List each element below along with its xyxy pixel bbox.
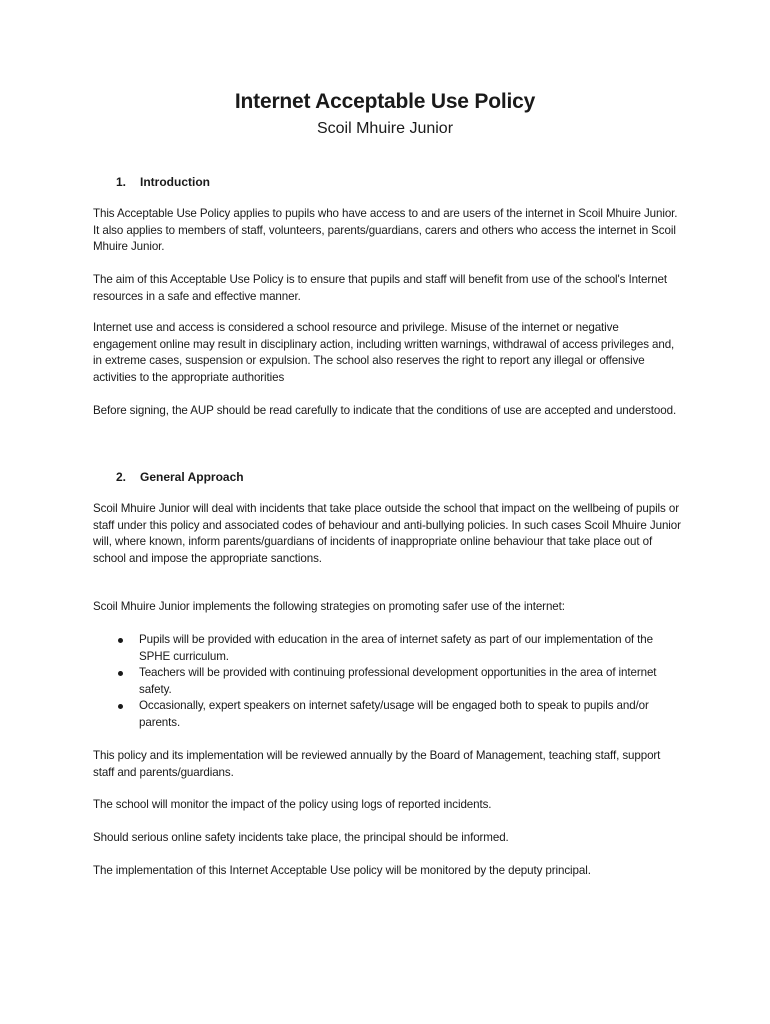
list-item [93, 698, 683, 731]
list-item [93, 632, 683, 665]
paragraph: Scoil Mhuire Junior will deal with incidents that take place outside the school that impact on the wellbeing of pupils or staff under this policy and associated codes of behaviour and anti-bullying policies. In such cases Scoil Mhuire Junior will, where known, inform parents/guardians of incidents of inappropriate online behaviour that take place out of school and impose the appropriate sanctions. [93, 502, 681, 565]
section-number: 1. [116, 175, 127, 189]
section-title: Introduction [140, 175, 210, 189]
section-heading-introduction [116, 175, 210, 189]
paragraph: Should serious online safety incidents take place, the principal should be informed. [93, 831, 509, 844]
paragraph: The aim of this Acceptable Use Policy is to ensure that pupils and staff will benefit from use of the school's Internet resources in a safe and effective manner. [93, 273, 667, 303]
bullet-icon [118, 704, 123, 709]
document-title: Internet Acceptable Use Policy [234, 90, 536, 113]
paragraph: Before signing, the AUP should be read carefully to indicate that the conditions of use are accepted and understood. [93, 404, 677, 417]
list-item-text: Teachers will be provided with continuing professional development opportunities in the area of internet safety. [139, 666, 657, 696]
paragraph: The school will monitor the impact of the policy using logs of reported incidents. [93, 798, 492, 811]
bullet-icon [118, 671, 123, 676]
paragraph: The implementation of this Internet Acceptable Use policy will be monitored by the deputy principal. [93, 864, 591, 877]
bullet-icon [118, 638, 123, 643]
paragraph: Internet use and access is considered a school resource and privilege. Misuse of the internet or negative engagement online may result in disciplinary action, including written warnings, withdrawal of access privileges and, in extreme cases, suspension or expulsion. The school also reserves the right to report any illegal or offensive activities to the appropriate authorities [93, 321, 675, 384]
list-item [93, 665, 683, 698]
paragraph: This Acceptable Use Policy applies to pupils who have access to and are users of the internet in Scoil Mhuire Junior. It also applies to members of staff, volunteers, parents/guardians, carers and others who access the internet in Scoil Mhuire Junior. [93, 207, 678, 253]
paragraph: Scoil Mhuire Junior implements the following strategies on promoting safer use of the internet: [93, 600, 565, 613]
list-item-text: Occasionally, expert speakers on internet safety/usage will be engaged both to speak to pupils and/or parents. [139, 699, 649, 729]
list-item-text: Pupils will be provided with education in the area of internet safety as part of our implementation of the SPHE curriculum. [139, 633, 653, 663]
section-number: 2. [116, 470, 127, 484]
strategy-list [93, 632, 683, 731]
document-subtitle: Scoil Mhuire Junior [316, 120, 454, 137]
paragraph: This policy and its implementation will be reviewed annually by the Board of Management, teaching staff, support staff and parents/guardians. [93, 749, 661, 779]
section-heading-general-approach [116, 470, 244, 484]
section-title: General Approach [140, 470, 244, 484]
